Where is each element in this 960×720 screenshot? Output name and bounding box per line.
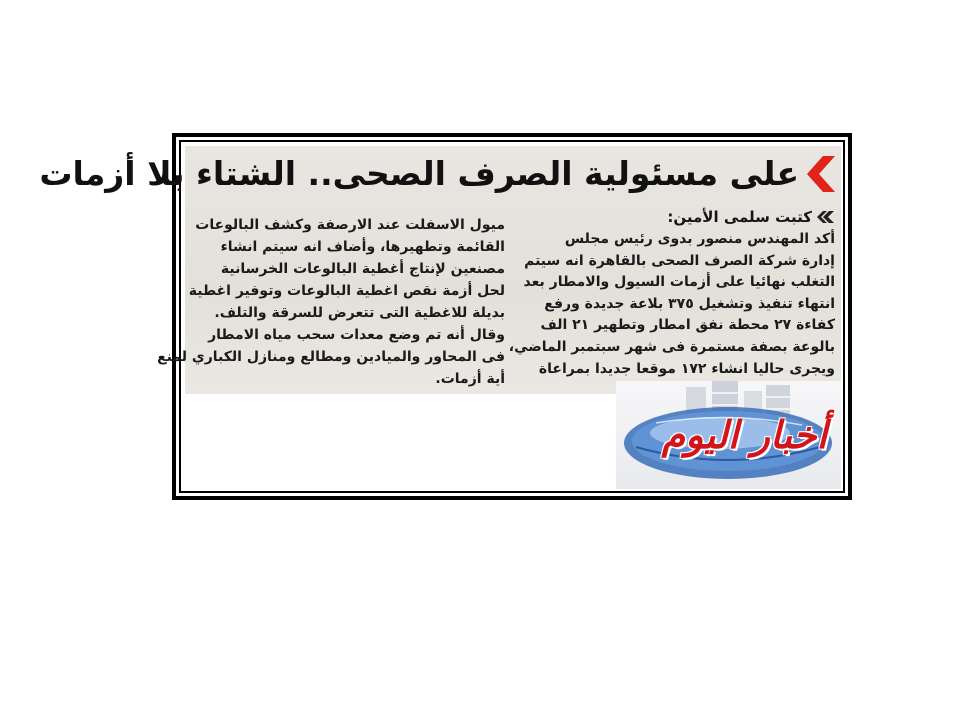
frame-matte [39,137,848,496]
frame-inner-border [39,140,845,493]
headline-row [39,152,837,196]
paragraph-line: وقال أنه تم وضع معدات سحب مياه الامطار [208,327,505,343]
paragraph-line: أكد المهندس منصور بدوى رئيس مجلس [564,231,835,247]
article-byline: كتبت سلمى الأمين: [667,208,812,226]
red-chevron-icon [801,154,837,194]
paragraph-line: أية أزمات. [435,371,505,387]
paragraph-line: إدارة شركة الصرف الصحى بالقاهرة انه سيتم [524,252,835,269]
paragraph-line: لحل أزمة نقص اغطية البالوعات وتوفير اغطية [188,283,505,299]
article-column-right [508,206,835,380]
paragraph-line: بديلة للاغطية التى تتعرض للسرقة والتلف. [214,305,505,321]
paragraph-line: فى المحاور والميادين ومطالع ومنازل الكباري لمنع [157,349,505,365]
newspaper-clipping [39,146,841,394]
paragraph-line: القائمة وتطهيرها، وأضاف انه سيتم انشاء [220,239,505,255]
paragraph-line: انتهاء تنفيذ وتشغيل ٣٧٥ بلاعة جديدة ورفع [544,295,835,312]
paragraph-line: ميول الاسفلت عند الارصفة وكشف البالوعات [195,217,505,233]
byline-row [517,206,835,228]
akhbar-elyom-logo [616,381,841,489]
paragraph-line: بالوعة بصفة مستمرة فى شهر سبتمبر الماضي، [508,338,835,355]
clipping-frame [39,133,852,500]
paragraph-line: مصنعين لإنتاج أغطية البالوعات الخرسانية [220,261,505,277]
logo-text: أخبار اليوم [661,412,827,457]
article-column-left [157,214,505,390]
paragraph-line: كفاءة ٢٧ محطة نفق امطار وتطهير ٢١ الف [540,317,835,334]
paragraph-line: ويجرى حاليا انشاء ١٧٢ موقعا جديدا بمراعاة [538,360,835,377]
double-chevron-icon [817,210,835,224]
article-headline: على مسئولية الصرف الصحى.. الشتاء بلا أزمات [39,154,799,193]
paragraph-line: التغلب نهائيا على أزمات السيول والامطار بعد [523,274,835,291]
